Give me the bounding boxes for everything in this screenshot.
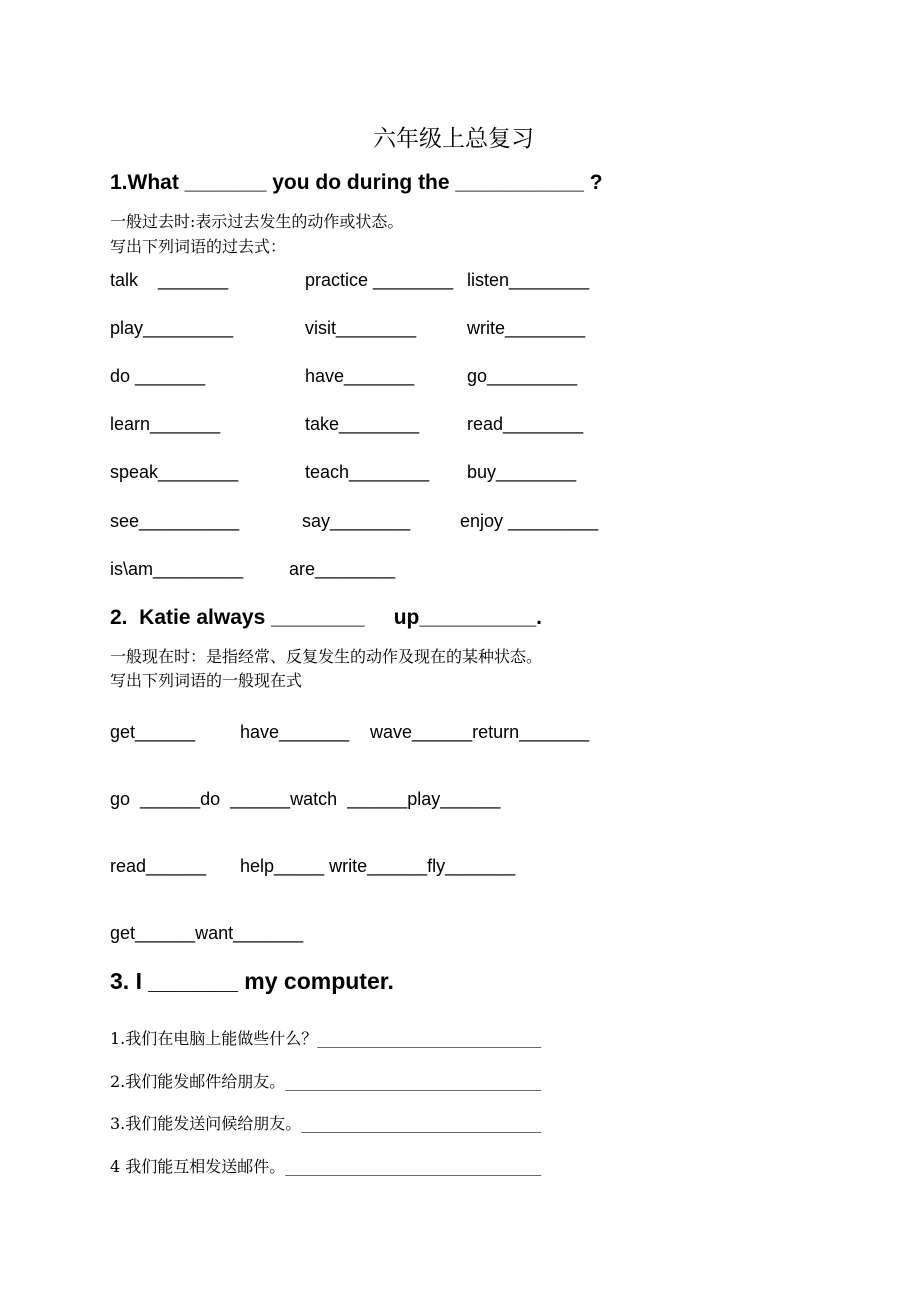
word-blank: write________ xyxy=(467,318,586,338)
translation-item: 3.我们能发送问候给朋友。______________________________ xyxy=(110,1114,542,1133)
word-blank: visit________ xyxy=(305,318,417,338)
word-blank: have_______ xyxy=(240,722,350,742)
translation-item: 1.我们在电脑上能做些什么？____________________________ xyxy=(110,1029,542,1048)
word-blank: do _______ xyxy=(110,366,206,386)
word-blank: get______ xyxy=(110,722,196,742)
page-title: 六年级上总复习 xyxy=(373,126,534,152)
word-blank: have_______ xyxy=(305,366,415,386)
word-blank: play_________ xyxy=(110,318,234,338)
word-blank: is\am_________ xyxy=(110,559,244,579)
word-blank: read______ xyxy=(110,856,207,876)
instruction-note: 写出下列词语的一般现在式 xyxy=(110,671,303,690)
question-3-heading: 3. I _______ my computer. xyxy=(110,968,394,994)
word-blank: read________ xyxy=(467,414,584,434)
word-blank: learn_______ xyxy=(110,414,221,434)
word-blank: listen________ xyxy=(467,270,590,290)
word-blank: talk _______ xyxy=(110,270,229,290)
word-blank: enjoy _________ xyxy=(460,511,599,531)
question-2-heading: 2. Katie always ________ up__________. xyxy=(110,606,542,629)
word-blank: go ______do ______watch ______play______ xyxy=(110,789,501,809)
tense-note: 一般现在时：是指经常、反复发生的动作及现在的某种状态。 xyxy=(110,647,543,666)
word-blank: speak________ xyxy=(110,462,239,482)
word-blank: buy________ xyxy=(467,462,577,482)
word-blank: go_________ xyxy=(467,366,578,386)
word-blank: are________ xyxy=(289,559,396,579)
word-blank: take________ xyxy=(305,414,420,434)
word-blank: get______want_______ xyxy=(110,923,304,943)
word-blank: wave______return_______ xyxy=(370,722,590,742)
question-1-heading: 1.What _______ you do during the ___________ ? xyxy=(110,171,603,194)
instruction-note: 写出下列词语的过去式： xyxy=(110,237,287,256)
word-blank: practice ________ xyxy=(305,270,454,290)
word-blank: say________ xyxy=(302,511,411,531)
translation-item: 4 我们能互相发送邮件。________________________________ xyxy=(110,1157,542,1176)
translation-item: 2.我们能发邮件给朋友。________________________________ xyxy=(110,1072,542,1091)
word-blank: see__________ xyxy=(110,511,240,531)
word-blank: teach________ xyxy=(305,462,430,482)
word-blank: help_____ write______fly_______ xyxy=(240,856,516,876)
tense-note: 一般过去时:表示过去发生的动作或状态。 xyxy=(110,212,404,231)
